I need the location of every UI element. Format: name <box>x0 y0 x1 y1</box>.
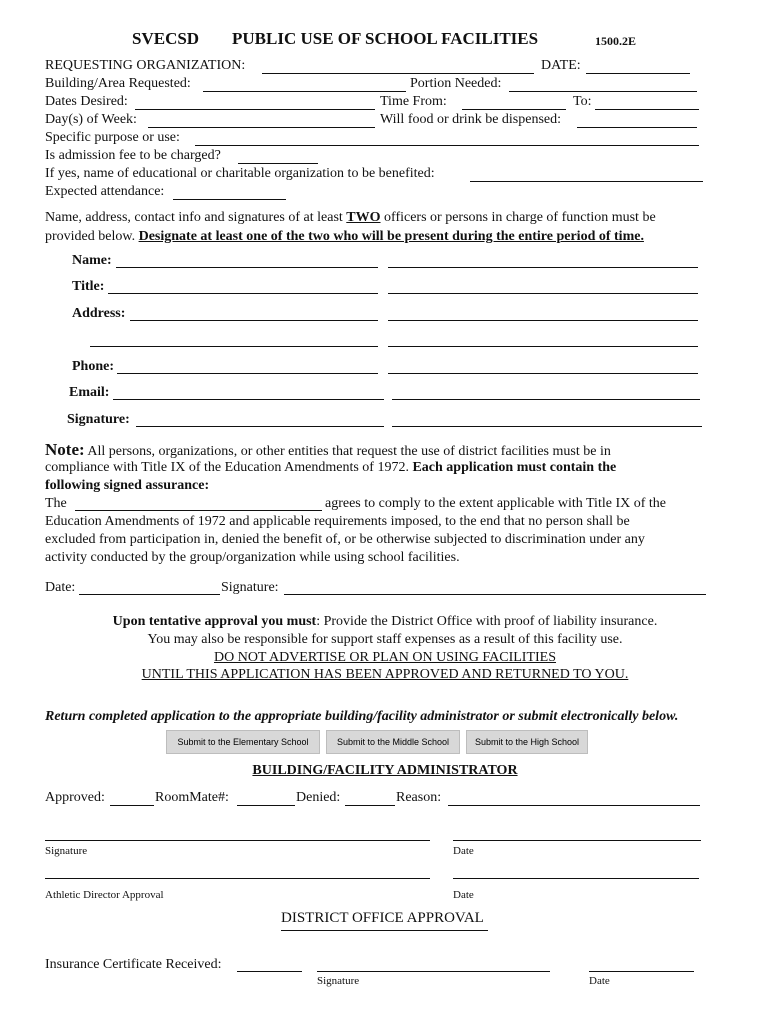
assurance-signature-field[interactable] <box>284 594 706 595</box>
approval-notice-line3: DO NOT ADVERTISE OR PLAN ON USING FACILITIES <box>213 650 557 665</box>
specific-purpose-label: Specific purpose or use: <box>45 130 180 145</box>
beneficiary-org-label: If yes, name of educational or charitable organization to be benefited: <box>45 166 435 181</box>
officer1-address-field-2[interactable] <box>90 346 378 347</box>
assurance-line4: agrees to comply to the extent applicable with Title IX of the <box>325 496 666 511</box>
date-field[interactable] <box>586 73 690 74</box>
assurance-line6: excluded from participation in, denied the benefit of, or be otherwise subjected to discrimination under any <box>45 532 645 547</box>
district-signature-caption: Signature <box>317 975 360 987</box>
officer2-address-field-2[interactable] <box>388 346 698 347</box>
athletic-date-caption: Date <box>453 889 474 901</box>
portion-needed-field[interactable] <box>509 91 697 92</box>
officer2-phone-field[interactable] <box>388 373 698 374</box>
officer-address-label: Address: <box>72 306 126 321</box>
requesting-org-label: REQUESTING ORGANIZATION: <box>45 58 246 73</box>
food-drink-label: Will food or drink be dispensed: <box>380 112 562 127</box>
note-line1 <box>45 440 611 460</box>
org-name: SVECSD <box>132 29 200 48</box>
designate-instruction: Designate at least one of the two who will be present during the entire period of time. <box>138 229 644 244</box>
note-line3: following signed assurance: <box>45 478 210 493</box>
district-date-caption: Date <box>589 975 610 987</box>
roommate-label: RoomMate#: <box>155 790 229 805</box>
athletic-director-caption: Athletic Director Approval <box>45 889 164 901</box>
officer2-email-field[interactable] <box>392 399 700 400</box>
assurance-date-field[interactable] <box>79 594 220 595</box>
submit-elementary-button[interactable]: Submit to the Elementary School <box>166 730 320 754</box>
district-heading-underline <box>281 930 488 931</box>
officer1-phone-field[interactable] <box>117 373 378 374</box>
athletic-director-signature-field[interactable] <box>45 878 430 879</box>
assurance-the: The <box>45 496 67 511</box>
admission-fee-label: Is admission fee to be charged? <box>45 148 221 163</box>
officer-email-label: Email: <box>69 385 110 400</box>
requesting-org-field[interactable] <box>262 73 534 74</box>
approved-field[interactable] <box>110 805 154 806</box>
admin-heading: BUILDING/FACILITY ADMINISTRATOR <box>252 763 518 778</box>
note-line2 <box>45 460 616 476</box>
return-instruction: Return completed application to the appropriate building/facility administrator or submit electronically below. <box>45 709 679 724</box>
food-drink-field[interactable] <box>577 127 697 128</box>
admin-signature-caption: Signature <box>45 845 88 857</box>
time-to-field[interactable] <box>595 109 699 110</box>
athletic-director-date-field[interactable] <box>453 878 699 879</box>
district-heading: DISTRICT OFFICE APPROVAL <box>281 910 484 926</box>
officer1-signature-field[interactable] <box>136 426 384 427</box>
assurance-line7: activity conducted by the group/organization while using school facilities. <box>45 550 460 565</box>
building-area-field[interactable] <box>203 91 406 92</box>
officer1-title-field[interactable] <box>108 293 378 294</box>
building-area-label: Building/Area Requested: <box>45 76 191 91</box>
officer1-email-field[interactable] <box>113 399 384 400</box>
officer1-address-field[interactable] <box>130 320 378 321</box>
submit-middle-button[interactable]: Submit to the Middle School <box>326 730 460 754</box>
officer1-name-field[interactable] <box>116 267 378 268</box>
time-to-label: To: <box>573 94 592 109</box>
note-text-2b: Each application must contain the <box>412 460 617 475</box>
officer-name-label: Name: <box>72 253 112 268</box>
approved-label: Approved: <box>45 790 105 805</box>
officer-signature-label: Signature: <box>67 412 130 427</box>
note-label: Note: <box>45 440 85 459</box>
reason-label: Reason: <box>396 790 442 805</box>
roommate-field[interactable] <box>237 805 295 806</box>
dates-desired-label: Dates Desired: <box>45 94 128 109</box>
officers-intro-line2 <box>45 229 644 245</box>
submit-high-button[interactable]: Submit to the High School <box>466 730 588 754</box>
officer-title-label: Title: <box>72 279 105 294</box>
expected-attendance-field[interactable] <box>173 199 286 200</box>
officers-intro-text-c: provided below. <box>45 229 139 244</box>
approval-notice-line1 <box>0 614 770 630</box>
admin-date-caption: Date <box>453 845 474 857</box>
officers-intro-text: Name, address, contact info and signatures of at least <box>45 210 347 225</box>
insurance-label: Insurance Certificate Received: <box>45 957 222 972</box>
page-title: PUBLIC USE OF SCHOOL FACILITIES <box>232 29 539 48</box>
days-of-week-label: Day(s) of Week: <box>45 112 137 127</box>
admin-date-field[interactable] <box>453 840 701 841</box>
assurance-org-field[interactable] <box>75 510 322 511</box>
approval-notice-line2: You may also be responsible for support staff expenses as a result of this facility use. <box>147 632 623 647</box>
officers-intro-text-b: officers or persons in charge of function must be <box>380 210 656 225</box>
officer2-title-field[interactable] <box>388 293 698 294</box>
denied-field[interactable] <box>345 805 395 806</box>
dates-desired-field[interactable] <box>135 109 375 110</box>
portion-needed-label: Portion Needed: <box>410 76 502 91</box>
note-text: All persons, organizations, or other entities that request the use of district facilities must be in <box>84 444 611 459</box>
admin-signature-field[interactable] <box>45 840 430 841</box>
date-label: DATE: <box>541 58 581 73</box>
approval-notice-rest: : Provide the District Office with proof of liability insurance. <box>316 614 658 629</box>
admission-fee-field[interactable] <box>238 163 318 164</box>
time-from-label: Time From: <box>380 94 447 109</box>
officers-intro-two: TWO <box>346 210 381 225</box>
insurance-field[interactable] <box>237 971 302 972</box>
approval-notice-bold: Upon tentative approval you must <box>112 614 317 629</box>
specific-purpose-field[interactable] <box>195 145 699 146</box>
officer2-signature-field[interactable] <box>392 426 702 427</box>
assurance-signature-label: Signature: <box>221 580 279 595</box>
officers-intro-line1 <box>45 210 656 226</box>
officer2-name-field[interactable] <box>388 267 698 268</box>
district-date-field[interactable] <box>589 971 694 972</box>
time-from-field[interactable] <box>462 109 566 110</box>
denied-label: Denied: <box>296 790 341 805</box>
form-code: 1500.2E <box>595 34 637 48</box>
officer2-address-field[interactable] <box>388 320 698 321</box>
officer-phone-label: Phone: <box>72 359 114 374</box>
approval-notice-line4: UNTIL THIS APPLICATION HAS BEEN APPROVED AND RETURNED TO YOU. <box>141 667 629 682</box>
beneficiary-org-field[interactable] <box>470 181 703 182</box>
assurance-date-label: Date: <box>45 580 76 595</box>
reason-field[interactable] <box>448 805 700 806</box>
assurance-line5: Education Amendments of 1972 and applicable requirements imposed, to the end that no person shall be <box>45 514 630 529</box>
expected-attendance-label: Expected attendance: <box>45 184 165 199</box>
days-of-week-field[interactable] <box>148 127 375 128</box>
district-signature-field[interactable] <box>317 971 550 972</box>
note-text-2a: compliance with Title IX of the Education Amendments of 1972. <box>45 460 413 475</box>
